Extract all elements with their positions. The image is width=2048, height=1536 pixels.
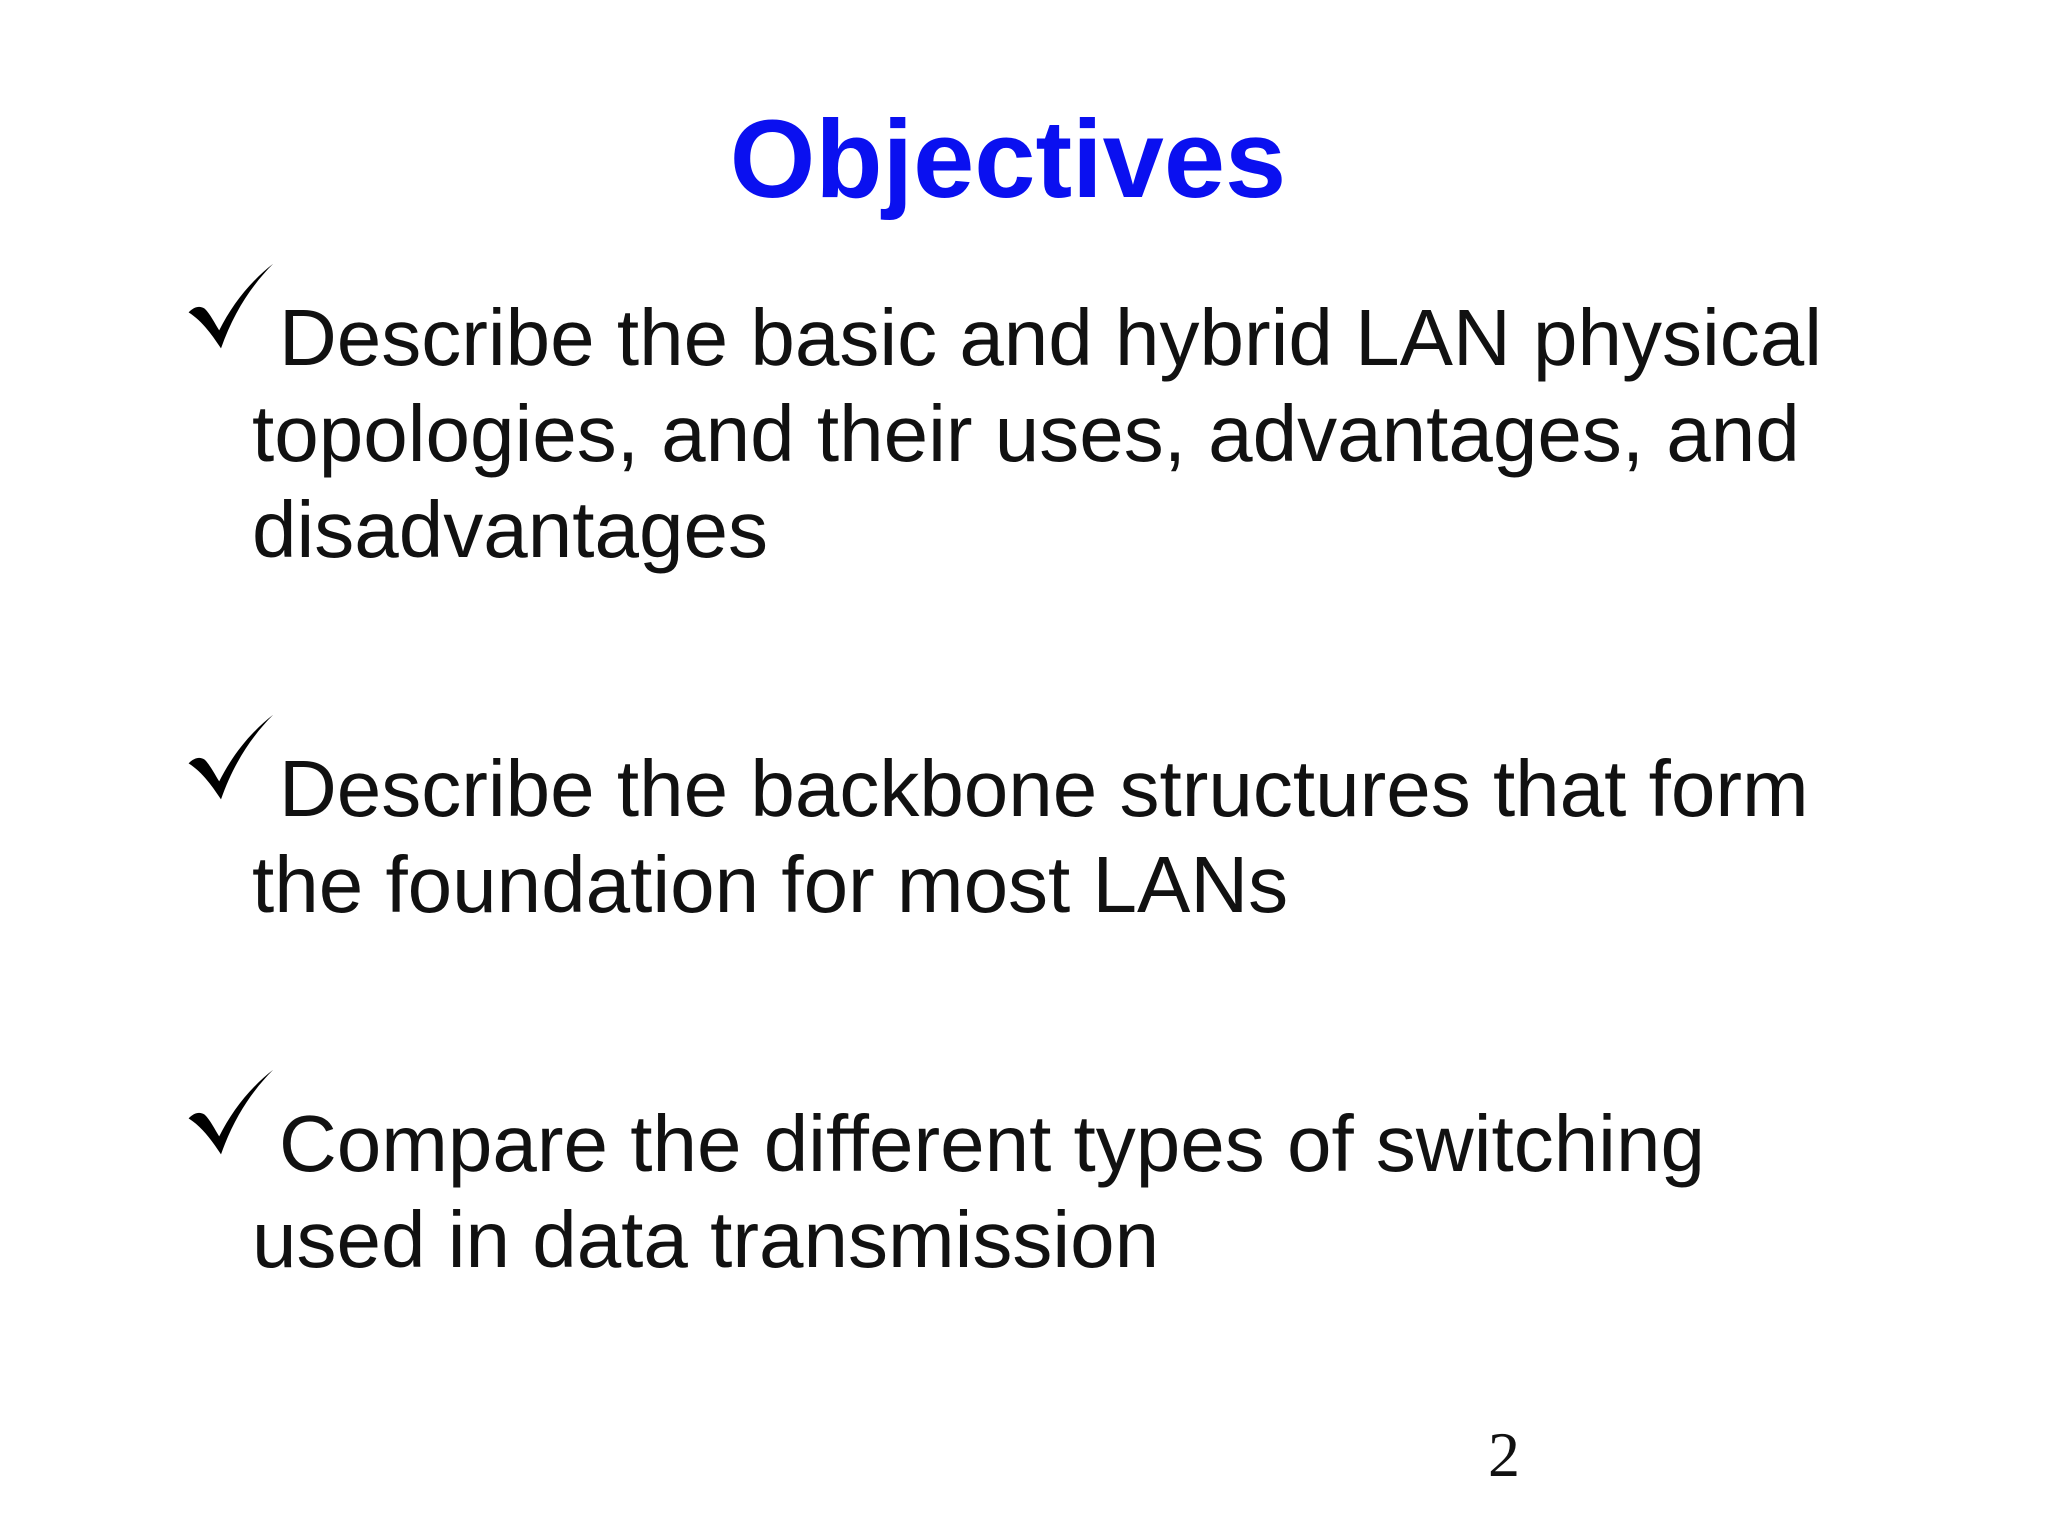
objective-text-line: Describe the basic and hybrid LAN physical: [279, 293, 1823, 382]
objective-item: [185, 290, 1885, 578]
slide-title: Objectives: [729, 98, 1287, 221]
objective-text-line: used in data transmission: [252, 1195, 1160, 1284]
objective-text-line: Describe the backbone structures that form: [279, 744, 1809, 833]
objective-item: [185, 741, 1885, 933]
objective-item: [185, 1096, 1885, 1288]
checkmark-icon: [185, 1068, 275, 1158]
page-number: 2: [1488, 1419, 1520, 1490]
objective-text-line: the foundation for most LANs: [252, 840, 1289, 929]
checkmark-icon: [185, 713, 275, 803]
objective-text-line: topologies, and their uses, advantages, and: [252, 389, 1800, 478]
objective-text-line: disadvantages: [252, 485, 768, 574]
checkmark-icon: [185, 262, 275, 352]
objective-text-line: Compare the different types of switching: [279, 1099, 1705, 1188]
